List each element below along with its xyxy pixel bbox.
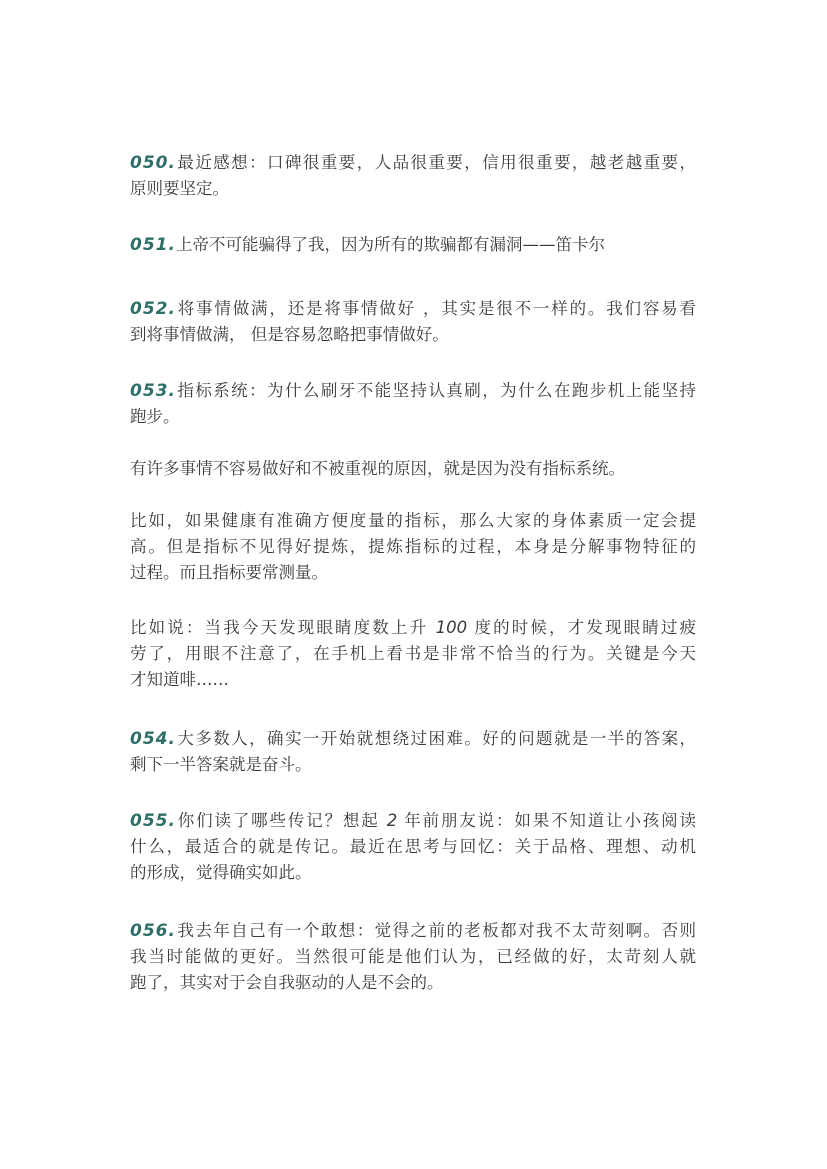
entry-text: 你们读了哪些传记？想起: [175, 811, 387, 830]
paragraph-text: 有许多事情不容易做好和不被重视的原因，就是因为没有指标系统。: [130, 459, 625, 478]
entry-055: [130, 808, 696, 886]
entry-text: 剩下一半答案就是奋斗。: [130, 755, 312, 774]
entry-text: 我去年自己有一个敢想：觉得之前的老板都对我不太苛刻啊。否则: [175, 921, 696, 940]
entry-number: 056.: [130, 921, 176, 941]
entry-number: 050.: [130, 153, 176, 173]
entry-051: [130, 232, 696, 258]
entry-text: 跑了，其实对于会自我驱动的人是不会的。: [130, 973, 444, 992]
entry-text: 我当时能做的更好。当然很可能是他们认为，已经做的好，太苛刻人就: [130, 947, 696, 966]
entry-text: 的形成，觉得确实如此。: [130, 863, 312, 882]
paragraph-text: 度的时候，才发现眼睛过疲: [467, 618, 696, 637]
entry-number-inline: 2: [386, 811, 398, 830]
entry-053: [130, 378, 696, 430]
entry-text: 最近感想：口碑很重要，人品很重要，信用很重要，越老越重要，: [175, 153, 696, 172]
paragraph-eyesight-example: [130, 615, 696, 693]
entry-text: 到将事情做满， 但是容易忽略把事情做好。: [130, 325, 449, 344]
entry-number: 053.: [130, 381, 176, 401]
entry-number: 054.: [130, 729, 176, 749]
entry-054: [130, 726, 696, 778]
entry-text: 上帝不可能骗得了我，因为所有的欺骗都有漏洞——笛卡尔: [175, 235, 605, 254]
entry-text: 跑步。: [130, 407, 180, 426]
paragraph-health-example: [130, 508, 696, 586]
paragraph-indicator-system: [130, 456, 696, 482]
entry-text: 原则要坚定。: [130, 179, 229, 198]
entry-050: [130, 150, 696, 202]
paragraph-text: 过程。而且指标要常测量。: [130, 563, 328, 582]
entry-text: 年前朋友说：如果不知道让小孩阅读: [397, 811, 696, 830]
entry-text: 大多数人，确实一开始就想绕过困难。好的问题就是一半的答案，: [175, 729, 696, 748]
paragraph-text: 劳了，用眼不注意了，在手机上看书是非常不恰当的行为。关键是今天: [130, 644, 696, 663]
paragraph-number: 100: [435, 618, 468, 637]
entry-number: 052.: [130, 299, 176, 319]
entry-text: 指标系统：为什么刷牙不能坚持认真刷，为什么在跑步机上能坚持: [175, 381, 696, 400]
entry-number: 055.: [130, 811, 176, 831]
entry-text: 将事情做满，还是将事情做好 ，其实是很不一样的。我们容易看: [175, 299, 696, 318]
paragraph-text: 比如，如果健康有准确方便度量的指标，那么大家的身体素质一定会提: [130, 511, 696, 530]
entry-052: [130, 296, 696, 348]
paragraph-text: 才知道啡……: [130, 670, 229, 689]
entry-number: 051.: [130, 235, 176, 255]
paragraph-text: 高。但是指标不见得好提炼，提炼指标的过程，本身是分解事物特征的: [130, 537, 696, 556]
paragraph-text: 比如说：当我今天发现眼睛度数上升: [130, 618, 436, 637]
entry-056: [130, 918, 696, 996]
entry-text: 什么，最适合的就是传记。最近在思考与回忆：关于品格、理想、动机: [130, 837, 696, 856]
